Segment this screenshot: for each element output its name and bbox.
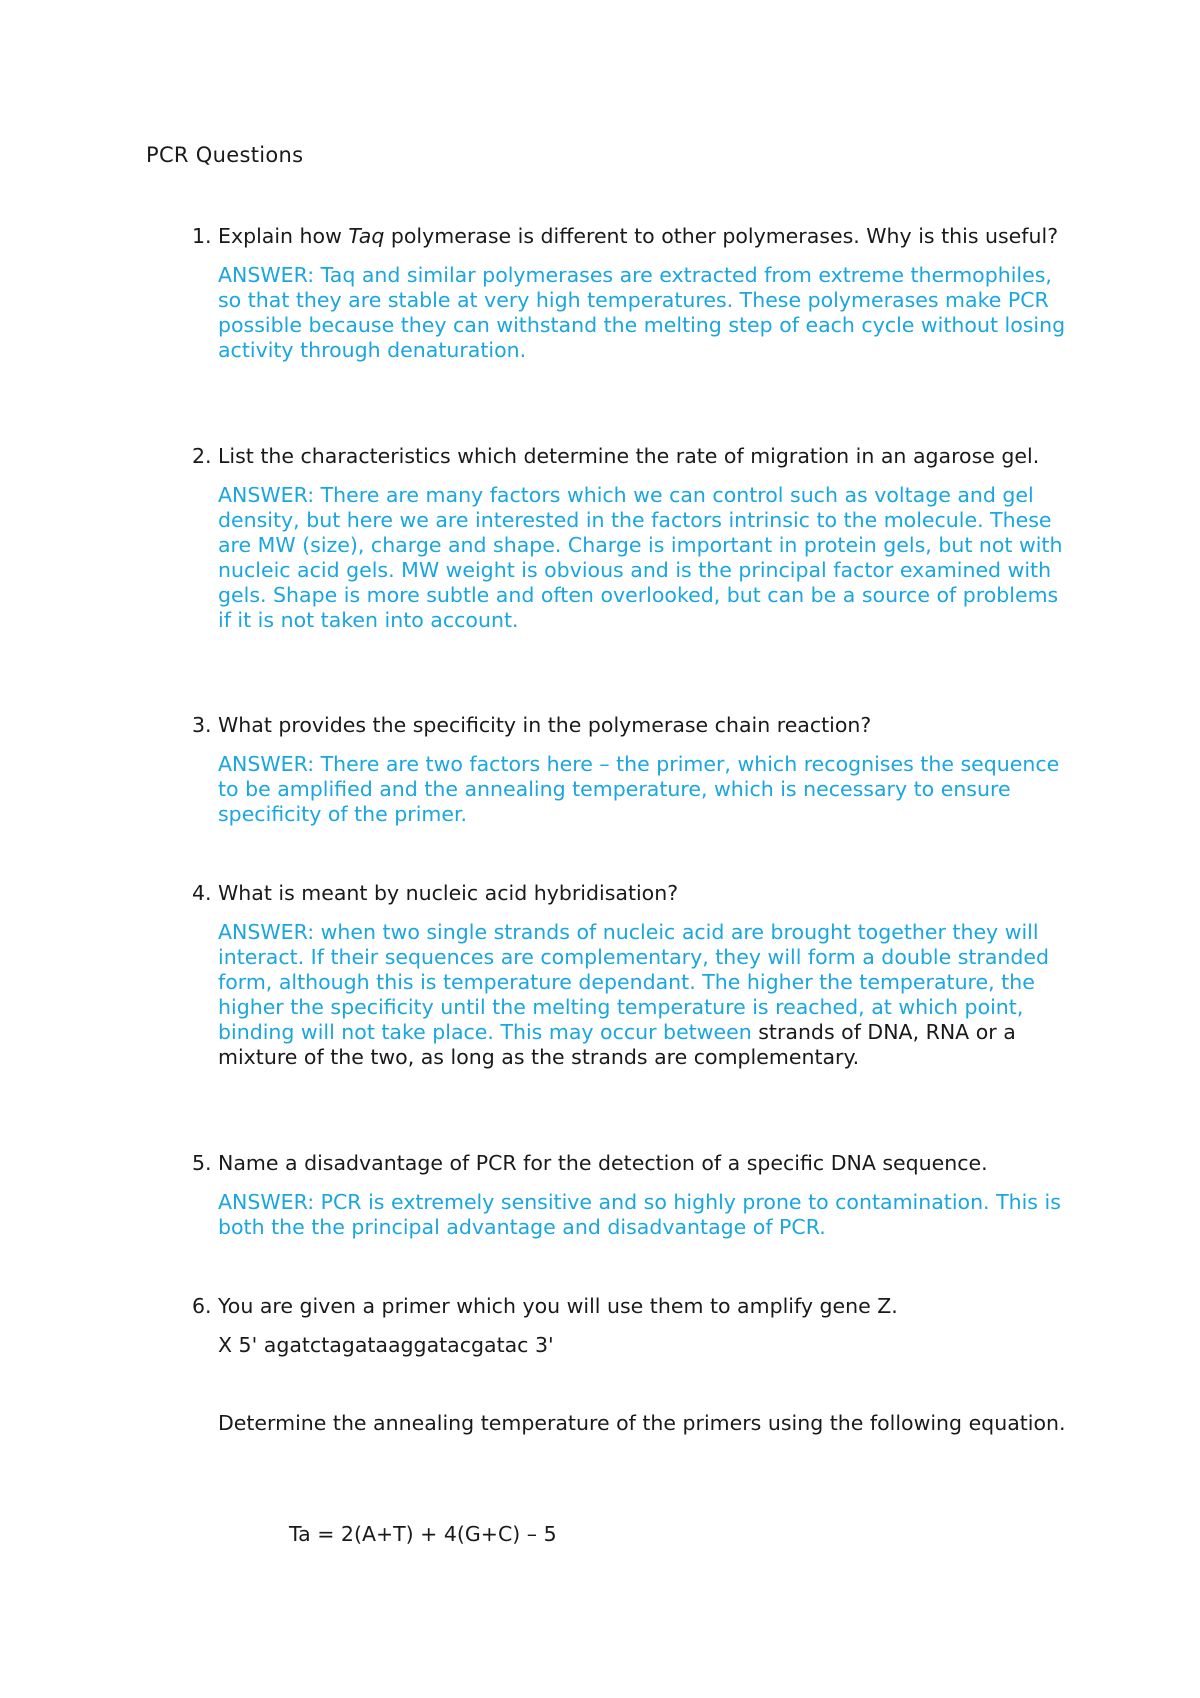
document-title: PCR Questions — [146, 143, 304, 167]
answer-blue-part: ANSWER: when two single strands of nucleic acid are brought together they will interact. If their sequences are complementary, they will form a double stranded form, although this is temperature dependant. The higher the temperature, the higher the specificity until the melting temperature is reached, at which point, binding will not take place. This may occur between — [218, 920, 1050, 1044]
question-number: 3. — [192, 713, 212, 737]
question-2 — [146, 444, 1066, 633]
question-text: Explain how Taq polymerase is different to other polymerases. Why is this useful? — [218, 224, 1059, 248]
answer-text: ANSWER: There are two factors here – the primer, which recognises the sequence to be amplified and the annealing temperature, which is necessary to ensure specificity of the primer. — [218, 752, 1060, 826]
question-number: 6. — [192, 1294, 212, 1318]
taq-italic: Taq — [348, 224, 385, 248]
answer-text — [218, 920, 1066, 1070]
annealing-formula: Ta = 2(A+T) + 4(G+C) – 5 — [289, 1522, 557, 1546]
answer-black-part: strands of DNA, RNA or a mixture of the two, as long as the strands are complementary. — [218, 1020, 1016, 1069]
instruction-text: Determine the annealing temperature of the primers using the following equation. — [218, 1411, 1066, 1435]
question-number: 1. — [192, 224, 212, 248]
answer-text: ANSWER: There are many factors which we can control such as voltage and gel density, but here we are interested in the factors intrinsic to the molecule. These are MW (size), charge and shape. Charge is important in protein gels, but not with nucleic acid gels. MW weight is obvious and is the principal factor examined with gels. Shape is more subtle and often overlooked, but can be a source of problems if it is not taken into account. — [218, 483, 1063, 632]
question-5 — [146, 1151, 1066, 1240]
question-number: 5. — [192, 1151, 212, 1175]
primer-sequence: X 5' agatctagataaggatacgatac 3' — [218, 1333, 554, 1357]
question-1 — [146, 224, 1066, 363]
question-text: List the characteristics which determine the rate of migration in an agarose gel. — [218, 444, 1040, 468]
question-text: What is meant by nucleic acid hybridisation? — [218, 881, 679, 905]
answer-text: ANSWER: Taq and similar polymerases are extracted from extreme thermophiles, so that they are stable at very high temperatures. These polymerases make PCR possible because they can withstand the melting step of each cycle without losing activity through denaturation. — [218, 263, 1066, 362]
question-3 — [146, 713, 1066, 827]
question-text: Name a disadvantage of PCR for the detection of a specific DNA sequence. — [218, 1151, 988, 1175]
answer-text: ANSWER: PCR is extremely sensitive and so highly prone to contamination. This is both the the principal advantage and disadvantage of PCR. — [218, 1190, 1061, 1239]
question-6 — [146, 1294, 1066, 1436]
question-text: You are given a primer which you will use them to amplify gene Z. — [218, 1294, 898, 1318]
question-text: What provides the specificity in the polymerase chain reaction? — [218, 713, 872, 737]
question-number: 4. — [192, 881, 212, 905]
question-4 — [146, 881, 1066, 1070]
question-number: 2. — [192, 444, 212, 468]
